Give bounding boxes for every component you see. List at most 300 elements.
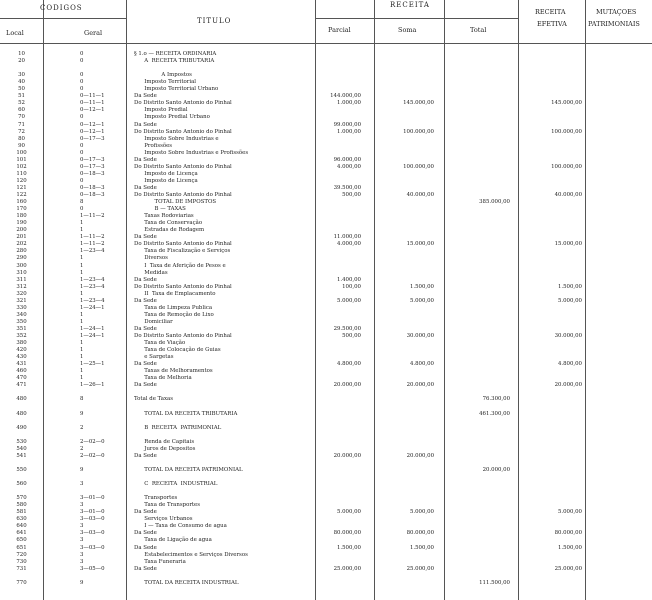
value-total: 385.000,00	[479, 199, 510, 206]
ledger-row	[0, 107, 652, 113]
row-title: B RECEITA PATRIMONIAL	[134, 424, 222, 431]
ledger-row	[0, 157, 652, 163]
value-parcial: 1.500,00	[336, 544, 361, 551]
code-local: 321	[16, 297, 27, 304]
code-geral: 0—12—1	[80, 121, 105, 128]
code-geral: 0—17—3	[80, 135, 105, 142]
ledger-row	[0, 136, 652, 142]
code-local: 770	[16, 579, 27, 586]
code-local: 101	[16, 156, 27, 163]
code-geral: 1	[80, 220, 84, 227]
value-total: 20.000,00	[482, 466, 510, 473]
value-efetiva: 100.000,00	[551, 128, 582, 135]
value-soma: 15.000,00	[406, 241, 434, 248]
value-soma: 4.800,00	[409, 361, 434, 368]
code-geral: 2—02—0	[80, 438, 105, 445]
row-title: A Impostos	[134, 72, 192, 79]
header-rule	[0, 18, 126, 19]
value-efetiva: 145.000,00	[551, 100, 582, 107]
code-geral: 1	[80, 375, 84, 382]
value-total: 111.500,00	[479, 579, 510, 586]
code-geral: 1—11—2	[80, 234, 105, 241]
row-title: Profissões	[134, 142, 173, 149]
code-local: 560	[16, 481, 27, 488]
value-parcial: 20.000,00	[333, 452, 361, 459]
ledger-row	[0, 446, 652, 452]
code-local: 71	[18, 121, 25, 128]
value-parcial: 11.000,00	[333, 234, 361, 241]
code-geral: 3—01—0	[80, 509, 105, 516]
value-parcial: 500,00	[342, 333, 361, 339]
value-efetiva: 25.000,00	[554, 565, 582, 572]
header-receita-efetiva: RECEITA	[535, 8, 566, 16]
code-local: 30	[18, 72, 25, 79]
ledger-row	[0, 72, 652, 78]
value-efetiva: 4.800,00	[557, 361, 582, 368]
value-parcial: 1.400,00	[336, 276, 361, 283]
code-geral: 3—05—0	[80, 565, 105, 572]
code-local: 20	[18, 58, 25, 65]
ledger-row	[0, 559, 652, 565]
code-local: 202	[16, 241, 27, 248]
value-parcial: 5.000,00	[336, 509, 361, 516]
value-parcial: 29.500,00	[333, 325, 361, 332]
value-efetiva: 1.500,00	[557, 283, 582, 290]
row-title: Imposto Predial Urbano	[134, 114, 210, 121]
header-rule	[315, 18, 518, 19]
header-total: Total	[470, 26, 487, 34]
row-title: Domiciliar	[134, 318, 173, 325]
row-title: Imposto Predial	[134, 107, 188, 114]
code-geral: 1	[80, 227, 84, 234]
value-soma: 100.000,00	[403, 128, 434, 135]
ledger-row	[0, 488, 652, 494]
code-local: 10	[18, 51, 25, 57]
code-geral: 0	[80, 86, 84, 93]
code-geral: 1—24—1	[80, 304, 105, 311]
code-local: 460	[16, 368, 27, 375]
code-geral: 8	[80, 199, 84, 206]
ledger-row	[0, 404, 652, 410]
ledger-row	[0, 206, 652, 212]
ledger-row	[0, 460, 652, 466]
row-title: Imposto Sobre Industrias e	[134, 135, 219, 142]
code-geral: 1—23—4	[80, 283, 105, 290]
value-soma: 30.000,00	[406, 333, 434, 339]
ledger-row	[0, 467, 652, 473]
code-local: 490	[16, 424, 27, 431]
row-title: C RECEITA INDUSTRIAL	[134, 481, 218, 488]
code-local: 122	[16, 192, 27, 198]
code-geral: 1—11—2	[80, 241, 105, 248]
code-local: 50	[18, 86, 25, 93]
ledger-row	[0, 248, 652, 254]
code-geral: 0	[80, 114, 84, 121]
code-local: 290	[16, 255, 27, 262]
value-total: 461.300,00	[479, 410, 510, 417]
code-local: 180	[16, 213, 27, 220]
code-geral: 1	[80, 255, 84, 262]
row-title: Taxa de Conservação	[134, 220, 203, 227]
value-parcial: 5.000,00	[336, 297, 361, 304]
value-parcial: 144.000,00	[330, 93, 361, 100]
code-geral: 3	[80, 537, 84, 544]
row-title: Da Sede	[134, 156, 157, 163]
ledger-row	[0, 545, 652, 551]
ledger-row	[0, 86, 652, 92]
ledger-row	[0, 319, 652, 325]
value-parcial: 4.000,00	[336, 163, 361, 170]
code-local: 120	[16, 177, 27, 184]
row-title: Do Distrito Santo Antonio do Pinhal	[134, 128, 232, 135]
code-local: 640	[16, 523, 27, 530]
value-soma: 1.500,00	[409, 544, 434, 551]
ledger-row	[0, 270, 652, 276]
ledger-row	[0, 220, 652, 226]
code-local: 70	[18, 114, 25, 121]
code-geral: 0—11—1	[80, 100, 105, 107]
row-title: B — TAXAS	[134, 206, 186, 213]
ledger-row	[0, 234, 652, 240]
code-geral: 1—23—4	[80, 276, 105, 283]
row-title: Da Sede	[134, 93, 157, 100]
ledger-row	[0, 509, 652, 515]
value-soma: 40.000,00	[406, 192, 434, 198]
value-efetiva: 30.000,00	[554, 333, 582, 339]
code-geral: 3	[80, 523, 84, 530]
row-title: Imposto Territorial	[134, 79, 197, 86]
value-parcial: 1.000,00	[336, 100, 361, 107]
ledger-row	[0, 255, 652, 261]
value-soma: 20.000,00	[406, 452, 434, 459]
ledger-row	[0, 185, 652, 191]
ledger-row	[0, 552, 652, 558]
ledger-row	[0, 368, 652, 374]
code-local: 52	[18, 100, 25, 107]
header-receita-efetiva: EFETIVA	[537, 20, 567, 28]
value-soma: 5.000,00	[409, 509, 434, 516]
code-geral: 2	[80, 445, 84, 452]
value-parcial: 4.800,00	[336, 361, 361, 368]
ledger-row	[0, 51, 652, 57]
code-geral: 0	[80, 79, 84, 86]
row-title: Diversos	[134, 255, 168, 262]
row-title: TOTAL DE IMPOSTOS	[134, 199, 217, 206]
value-total: 76.300,00	[482, 396, 510, 403]
code-geral: 1—26—1	[80, 382, 105, 389]
code-geral: 3—03—0	[80, 530, 105, 537]
row-title: Do Distrito Santo Antonio do Pinhal	[134, 100, 232, 107]
code-local: 420	[16, 347, 27, 354]
code-local: 280	[16, 248, 27, 255]
code-local: 310	[16, 269, 27, 276]
code-local: 80	[18, 135, 25, 142]
code-geral: 1—24—1	[80, 333, 105, 339]
row-title: Da Sede	[134, 276, 157, 283]
ledger-row	[0, 523, 652, 529]
ledger-row	[0, 502, 652, 508]
code-local: 72	[18, 128, 25, 135]
code-local: 630	[16, 516, 27, 523]
ledger-row	[0, 382, 652, 388]
ledger-row	[0, 143, 652, 149]
code-local: 300	[16, 262, 27, 269]
code-geral: 3	[80, 481, 84, 488]
code-geral: 1—25—1	[80, 361, 105, 368]
row-title: TOTAL DA RECEITA TRIBUTARIA	[134, 410, 238, 417]
row-title: Renda de Capitais	[134, 438, 195, 445]
ledger-row	[0, 340, 652, 346]
row-title: TOTAL DA RECEITA INDUSTRIAL	[134, 579, 239, 586]
header-soma: Soma	[398, 26, 417, 34]
code-local: 720	[16, 551, 27, 558]
ledger-row	[0, 566, 652, 572]
row-title: Imposto Territorial Urbano	[134, 86, 219, 93]
code-local: 102	[16, 163, 27, 170]
row-title: Da Sede	[134, 452, 157, 459]
header-mutacoes: PATRIMONIAIS	[588, 20, 640, 28]
code-geral: 0—12—1	[80, 107, 105, 114]
code-local: 430	[16, 354, 27, 361]
header-codigos: CODIGOS	[40, 4, 83, 12]
code-local: 731	[16, 565, 27, 572]
code-geral: 3—03—0	[80, 516, 105, 523]
code-local: 351	[16, 325, 27, 332]
code-local: 650	[16, 537, 27, 544]
header-geral: Geral	[84, 29, 103, 37]
code-local: 530	[16, 438, 27, 445]
ledger-row	[0, 100, 652, 106]
ledger-row	[0, 164, 652, 170]
row-title: Da Sede	[134, 382, 157, 389]
ledger-row	[0, 213, 652, 219]
code-local: 570	[16, 495, 27, 502]
value-parcial: 1.000,00	[336, 128, 361, 135]
row-title: Taxas Rodoviarias	[134, 213, 194, 220]
code-geral: 1	[80, 340, 84, 347]
ledger-row	[0, 178, 652, 184]
ledger-row	[0, 418, 652, 424]
ledger-row	[0, 389, 652, 395]
ledger-row	[0, 150, 652, 156]
ledger-row	[0, 580, 652, 586]
code-geral: 1	[80, 318, 84, 325]
ledger-row	[0, 425, 652, 431]
value-efetiva: 1.500,00	[557, 544, 582, 551]
row-title: Do Distrito Santo Antonio do Pinhal	[134, 192, 232, 198]
ledger-row	[0, 93, 652, 99]
ledger-row	[0, 326, 652, 332]
header-parcial: Parcial	[328, 26, 351, 34]
row-title: Taxa de Transportes	[134, 502, 201, 509]
code-geral: 1—23—4	[80, 248, 105, 255]
row-title: Da Sede	[134, 544, 157, 551]
code-geral: 0—18—3	[80, 192, 105, 198]
ledger-row	[0, 432, 652, 438]
ledger-row	[0, 573, 652, 579]
code-geral: 0—12—1	[80, 128, 105, 135]
ledger-row	[0, 277, 652, 283]
value-parcial: 39.500,00	[333, 184, 361, 191]
row-title: Taxa Funeraria	[134, 558, 186, 565]
code-geral: 3	[80, 551, 84, 558]
row-title: Imposto Sobre Industrias e Profissões	[134, 149, 249, 156]
code-local: 320	[16, 290, 27, 297]
value-efetiva: 80.000,00	[554, 530, 582, 537]
row-title: Estabelecimentos e Serviços Diversos	[134, 551, 248, 558]
row-title: Da Sede	[134, 234, 157, 241]
code-local: 352	[16, 333, 27, 339]
row-title: § 1.o — RECEITA ORDINARIA	[134, 51, 217, 57]
row-title: Do Distrito Santo Antonio do Pinhal	[134, 283, 232, 290]
ledger-row	[0, 171, 652, 177]
code-geral: 2—02—0	[80, 452, 105, 459]
code-geral: 0—18—3	[80, 170, 105, 177]
code-geral: 1—24—1	[80, 325, 105, 332]
code-local: 471	[16, 382, 27, 389]
value-soma: 80.000,00	[406, 530, 434, 537]
ledger-row	[0, 453, 652, 459]
code-local: 121	[16, 184, 27, 191]
code-local: 541	[16, 452, 27, 459]
code-local: 40	[18, 79, 25, 86]
row-title: Total de Taxas	[134, 396, 174, 403]
code-local: 540	[16, 445, 27, 452]
ledger-row	[0, 291, 652, 297]
ledger-row	[0, 530, 652, 536]
row-title: Taxa de Colocação de Guias	[134, 347, 221, 354]
header-receita: RECEITA	[390, 1, 430, 9]
code-local: 90	[18, 142, 25, 149]
row-title: Da Sede	[134, 530, 157, 537]
row-title: e Sargetas	[134, 354, 174, 361]
ledger-row	[0, 396, 652, 402]
code-local: 550	[16, 466, 27, 473]
code-geral: 0—18—3	[80, 184, 105, 191]
row-title: Taxa de Melhoria	[134, 375, 192, 382]
ledger-row	[0, 227, 652, 233]
ledger-row	[0, 241, 652, 247]
ledger-row	[0, 305, 652, 311]
value-efetiva: 20.000,00	[554, 382, 582, 389]
code-geral: 1	[80, 368, 84, 375]
row-title: Do Distrito Santo Antonio do Pinhal	[134, 163, 232, 170]
row-title: Da Sede	[134, 325, 157, 332]
ledger-row	[0, 495, 652, 501]
row-title: I — Taxa de Consumo de agua	[134, 523, 227, 530]
ledger-row	[0, 333, 652, 339]
code-geral: 3—01—0	[80, 495, 105, 502]
ledger-row	[0, 375, 652, 381]
row-title: Da Sede	[134, 361, 157, 368]
row-title: Imposto de Licença	[134, 177, 198, 184]
ledger-row	[0, 65, 652, 71]
row-title: Medidas	[134, 269, 168, 276]
code-local: 330	[16, 304, 27, 311]
code-local: 170	[16, 206, 27, 213]
ledger-row	[0, 481, 652, 487]
ledger-row	[0, 114, 652, 120]
code-local: 480	[16, 410, 27, 417]
row-title: Taxa de Limpeza Publica	[134, 304, 213, 311]
ledger-row	[0, 122, 652, 128]
ledger-row	[0, 312, 652, 318]
row-title: Taxa de Remoção de Lixo	[134, 311, 214, 318]
code-local: 312	[16, 283, 27, 290]
code-local: 641	[16, 530, 27, 537]
ledger-row	[0, 411, 652, 417]
value-efetiva: 40.000,00	[554, 192, 582, 198]
code-local: 470	[16, 375, 27, 382]
code-geral: 0	[80, 58, 84, 65]
value-efetiva: 15.000,00	[554, 241, 582, 248]
row-title: Taxa de Fiscalização e Serviços	[134, 248, 231, 255]
code-local: 431	[16, 361, 27, 368]
code-geral: 1	[80, 262, 84, 269]
ledger-row	[0, 129, 652, 135]
value-parcial: 20.000,00	[333, 382, 361, 389]
row-title: Da Sede	[134, 509, 157, 516]
code-geral: 0—17—3	[80, 163, 105, 170]
value-soma: 5.000,00	[409, 297, 434, 304]
row-title: Juros de Depositos	[134, 445, 196, 452]
ledger-row	[0, 474, 652, 480]
code-geral: 9	[80, 579, 84, 586]
row-title: Da Sede	[134, 121, 157, 128]
code-geral: 1	[80, 290, 84, 297]
row-title: Da Sede	[134, 565, 157, 572]
ledger-row	[0, 516, 652, 522]
code-local: 160	[16, 199, 27, 206]
value-parcial: 96.000,00	[333, 156, 361, 163]
code-geral: 1	[80, 269, 84, 276]
ledger-row	[0, 361, 652, 367]
code-local: 651	[16, 544, 27, 551]
value-parcial: 99.000,00	[333, 121, 361, 128]
code-geral: 2	[80, 424, 84, 431]
value-efetiva: 100.000,00	[551, 163, 582, 170]
code-local: 201	[16, 234, 27, 241]
code-local: 60	[18, 107, 25, 114]
row-title: A RECEITA TRIBUTARIA	[134, 58, 215, 65]
header-local: Local	[6, 29, 24, 37]
code-geral: 0—11—1	[80, 93, 105, 100]
value-parcial: 500,00	[342, 192, 361, 198]
code-geral: 9	[80, 466, 84, 473]
header-titulo: TITULO	[197, 17, 232, 25]
ledger-row	[0, 439, 652, 445]
row-title: Taxa de Ligação de agua	[134, 537, 212, 544]
code-local: 311	[16, 276, 27, 283]
row-title: Serviços Urbanos	[134, 516, 193, 523]
row-title: Imposto de Licença	[134, 170, 198, 177]
row-title: Do Distrito Santo Antonio do Pinhal	[134, 241, 232, 248]
code-local: 350	[16, 318, 27, 325]
value-soma: 1.500,00	[409, 283, 434, 290]
row-title: Taxa de Viação	[134, 340, 186, 347]
code-geral: 1	[80, 354, 84, 361]
code-local: 100	[16, 149, 27, 156]
value-parcial: 80.000,00	[333, 530, 361, 537]
code-geral: 0	[80, 142, 84, 149]
value-soma: 20.000,00	[406, 382, 434, 389]
row-title: Estradas de Rodagem	[134, 227, 205, 234]
value-efetiva: 5.000,00	[557, 297, 582, 304]
code-geral: 0	[80, 206, 84, 213]
ledger-row	[0, 192, 652, 198]
code-geral: 0	[80, 149, 84, 156]
ledger-row	[0, 347, 652, 353]
